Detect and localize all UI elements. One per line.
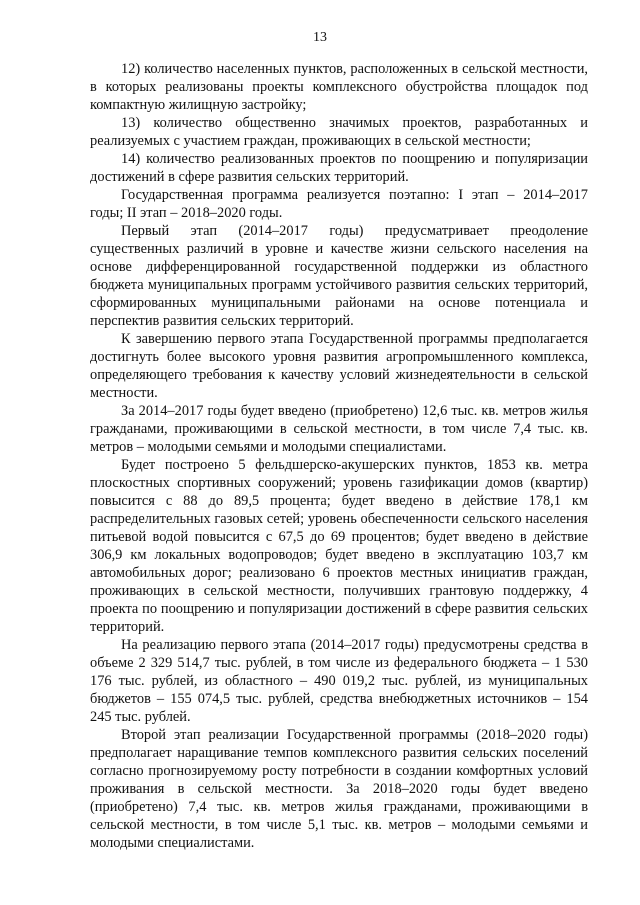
paragraph-housing: За 2014–2017 годы будет введено (приобретено) 12,6 тыс. кв. метров жилья гражданами, проживающими в сельской местности, в том числе 7,4 тыс. кв. метров – молодыми семьями и молодыми специалистами. xyxy=(90,403,588,455)
paragraph-first-stage-goal: К завершению первого этапа Государственной программы предполагается достигнуть более высокого уровня развития агропромышленного комплекса, определяющего требования к качеству условий жизнедеятельности в сельской местности. xyxy=(90,331,588,401)
paragraph-stages: Государственная программа реализуется поэтапно: I этап – 2014–2017 годы; II этап – 2018–2020 годы. xyxy=(90,187,588,221)
paragraph-item-14: 14) количество реализованных проектов по поощрению и популяризации достижений в сфере развития сельских территорий. xyxy=(90,151,588,185)
paragraph-item-12: 12) количество населенных пунктов, расположенных в сельской местности, в которых реализованы проекты комплексного обустройства площадок под компактную жилищную застройку; xyxy=(90,61,588,113)
paragraph-funding: На реализацию первого этапа (2014–2017 годы) предусмотрены средства в объеме 2 329 514,7 тыс. рублей, в том числе из федерального бюджета – 1 530 176 тыс. рублей, из областного – 490 019,2 тыс. рублей, из муниципальных бюджетов – 155 074,5 тыс. рублей, средства внебюджетных источников – 154 245 тыс. рублей. xyxy=(90,637,588,725)
paragraph-second-stage: Второй этап реализации Государственной программы (2018–2020 годы) предполагает наращивание темпов комплексного развития сельских поселений согласно прогнозируемому росту потребности в создании комфортных условий проживания в сельской местности. За 2018–2020 годы будет введено (приобретено) 7,4 тыс. кв. метров жилья гражданами, проживающими в сельской местности, в том числе 5,1 тыс. кв. метров – молодыми семьями и молодыми специалистами. xyxy=(90,727,588,851)
document-body xyxy=(90,60,588,852)
page-number: 13 xyxy=(313,30,327,45)
paragraph-first-stage: Первый этап (2014–2017 годы) предусматривает преодоление существенных различий в уровне и качестве жизни сельского населения на основе дифференцированной государственной поддержки из областного бюджета муниципальных программ устойчивого развития сельских территорий, сформированных муниципальными районами на основе потенциала и перспектив развития сельских территорий. xyxy=(90,223,588,329)
paragraph-item-13: 13) количество общественно значимых проектов, разработанных и реализуемых с участием граждан, проживающих в сельской местности; xyxy=(90,115,588,149)
paragraph-infrastructure: Будет построено 5 фельдшерско-акушерских пунктов, 1853 кв. метра плоскостных спортивных сооружений; уровень газификации домов (квартир) повысится с 88 до 89,5 процента; будет введено в действие 178,1 км распределительных газовых сетей; уровень обеспеченности сельского населения питьевой водой повысится с 67,5 до 69 процентов; будет введено в действие 306,9 км локальных водопроводов; будет введено в эксплуатацию 103,7 км автомобильных дорог; реализовано 6 проектов местных инициатив граждан, проживающих в сельской местности, получивших грантовую поддержку, 4 проекта по поощрению и популяризации достижений в сфере развития сельских территорий. xyxy=(90,457,588,635)
